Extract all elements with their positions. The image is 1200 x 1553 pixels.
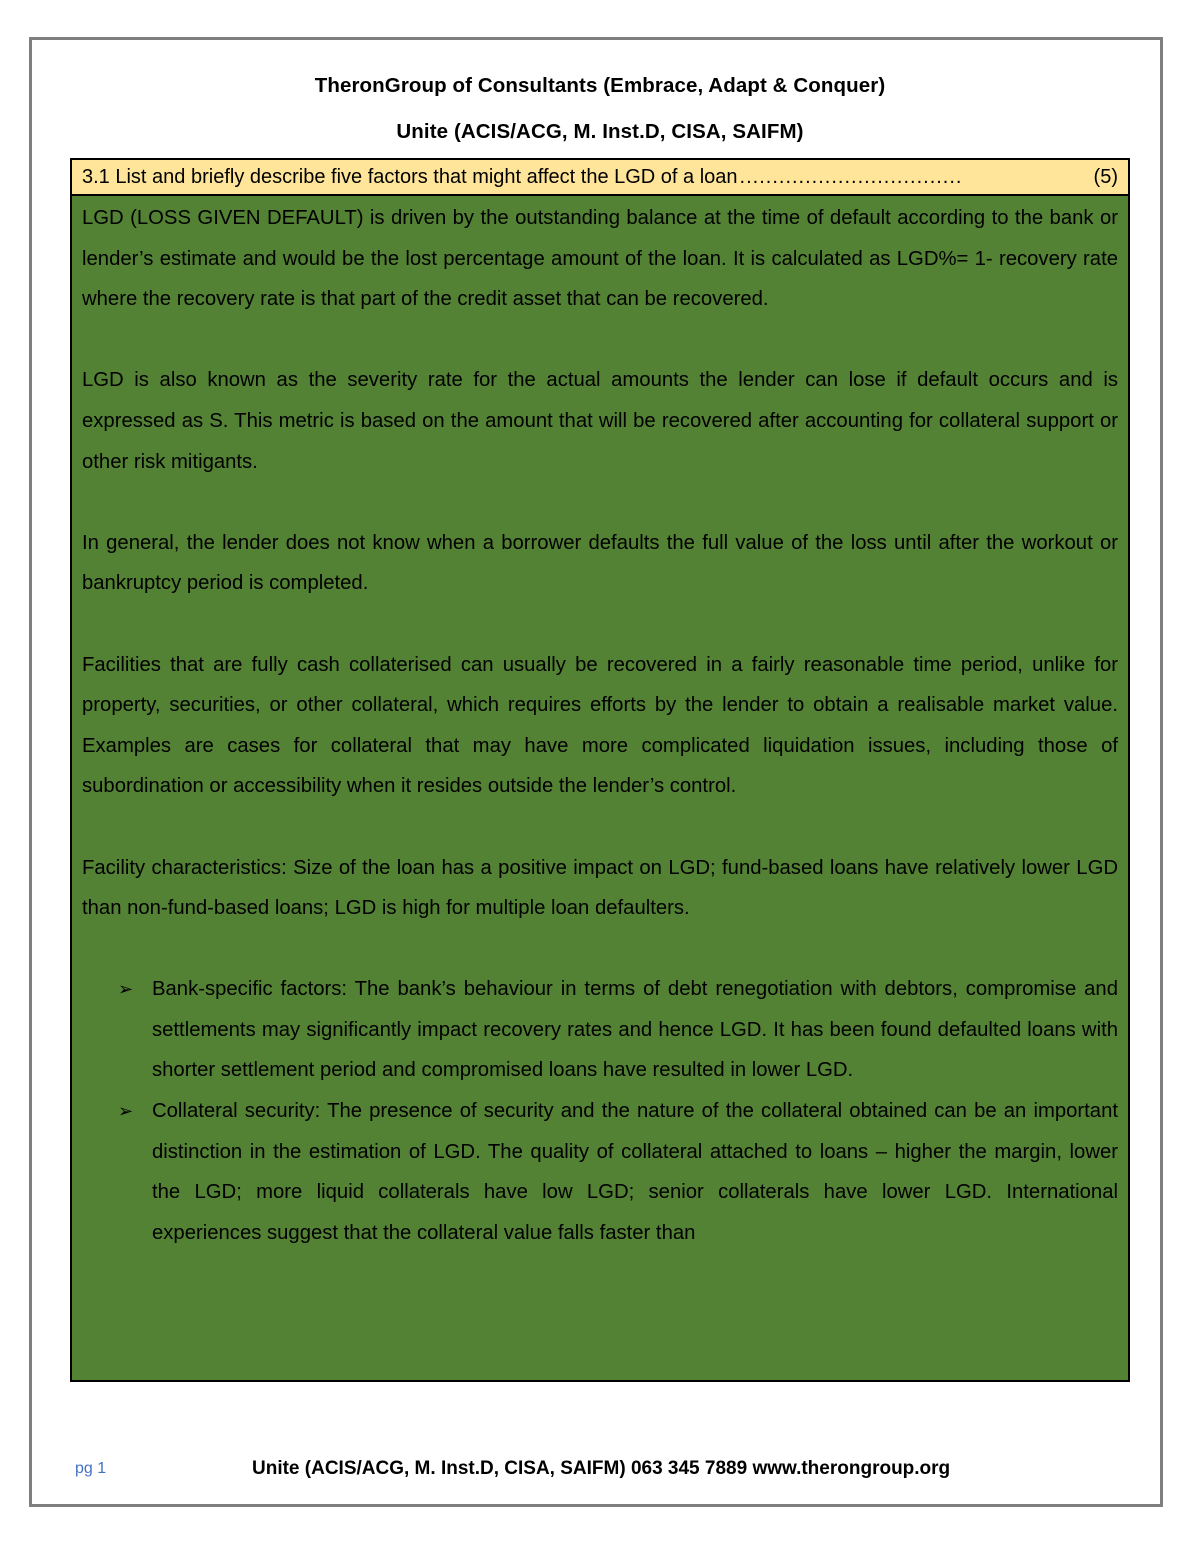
list-item	[118, 1091, 1118, 1253]
answer-paragraph-1: LGD (LOSS GIVEN DEFAULT) is driven by the outstanding balance at the time of default according to the bank or lender’s estimate and would be the lost percentage amount of the loan. It is calculated as LGD%= 1- recovery rate where the recovery rate is that part of the credit asset that can be recovered.	[82, 207, 1118, 311]
question-bar	[70, 158, 1130, 196]
question-text: 3.1 List and briefly describe five factors that might affect the LGD of a loan	[82, 166, 738, 188]
arrow-bullet-icon: ➢	[118, 979, 134, 1000]
list-item	[118, 969, 1118, 1091]
arrow-bullet-icon: ➢	[118, 1101, 134, 1122]
document-title: TheronGroup of Consultants (Embrace, Adapt & Conquer)	[314, 74, 886, 97]
question-leader-dots: ..................................	[739, 166, 963, 188]
factor-list	[82, 969, 1118, 1253]
answer-paragraph-4: Facilities that are fully cash collaterised can usually be recovered in a fairly reasonable time period, unlike for property, securities, or other collateral, which requires efforts by the lender to obtain a realisable market value. Examples are cases for collateral that may have more complicated liquidation issues, including those of subordination or accessibility when it resides outside the lender’s control.	[82, 653, 1118, 798]
answer-paragraph-3: In general, the lender does not know when a borrower defaults the full value of the loss until after the workout or bankruptcy period is completed.	[82, 531, 1118, 595]
page-number: pg 1	[75, 1460, 107, 1477]
answer-paragraph-2: LGD is also known as the severity rate for the actual amounts the lender can lose if default occurs and is expressed as S. This metric is based on the amount that will be recovered after accounting for collateral support or other risk mitigants.	[82, 369, 1118, 473]
question-marks: (5)	[1093, 166, 1118, 188]
list-item-text: Bank-specific factors: The bank’s behaviour in terms of debt renegotiation with debtors, compromise and settlements may significantly impact recovery rates and hence LGD. It has been found defaulted loans with shorter settlement period and compromised loans have resulted in lower LGD.	[152, 978, 1118, 1082]
page-footer	[0, 1458, 1200, 1484]
document-subtitle: Unite (ACIS/ACG, M. Inst.D, CISA, SAIFM)	[396, 120, 804, 143]
footer-contact: Unite (ACIS/ACG, M. Inst.D, CISA, SAIFM) 063 345 7889 www.therongroup.org	[252, 1458, 951, 1479]
answer-box	[70, 196, 1130, 1382]
answer-paragraph-5: Facility characteristics: Size of the loan has a positive impact on LGD; fund-based loans have relatively lower LGD than non-fund-based loans; LGD is high for multiple loan defaulters.	[82, 856, 1118, 920]
list-item-text: Collateral security: The presence of security and the nature of the collateral obtained can be an important distinction in the estimation of LGD. The quality of collateral attached to loans – higher the margin, lower the LGD; more liquid collaterals have low LGD; senior collaterals have lower LGD. International experiences suggest that the collateral value falls faster than	[152, 1100, 1118, 1244]
